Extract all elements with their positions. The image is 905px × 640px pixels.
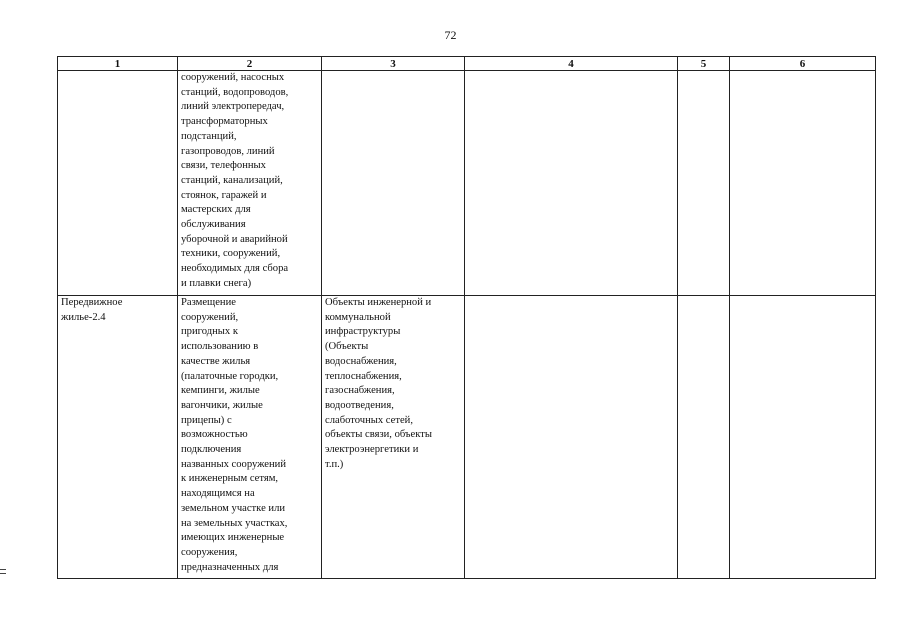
- cell-col5: [678, 296, 730, 579]
- cell-col5: [678, 71, 730, 296]
- margin-mark-icon: [0, 569, 6, 575]
- cell-objects: Объекты инженерной и коммунальной инфраструктуры (Объекты водоснабжения, теплоснабжения, газоснабжения, водоотведения, слаботочных сетей, объекты связи, объекты электроэнергетики и т.п.): [322, 296, 465, 579]
- land-use-table: [57, 56, 876, 579]
- column-header-1: 1: [58, 57, 178, 71]
- column-header-4: 4: [465, 57, 678, 71]
- cell-objects: [322, 71, 465, 296]
- column-header-6: 6: [730, 57, 876, 71]
- table-row: [58, 296, 876, 579]
- cell-col4: [465, 296, 678, 579]
- cell-col6: [730, 71, 876, 296]
- table-header-row: [58, 57, 876, 71]
- cell-use-type: Передвижное жилье-2.4: [58, 296, 178, 579]
- cell-use-type: [58, 71, 178, 296]
- column-header-5: 5: [678, 57, 730, 71]
- cell-col6: [730, 296, 876, 579]
- cell-description: Размещение сооружений, пригодных к использованию в качестве жилья (палаточные городки, кемпинги, жилые вагончики, жилые прицепы) с возможностью подключения названных сооружений к инженерным сетям, находящимся на земельном участке или на земельных участках, имеющих инженерные сооружения, предназначенных для: [178, 296, 322, 579]
- page-number: 72: [444, 28, 457, 42]
- table-row: [58, 71, 876, 296]
- column-header-2: 2: [178, 57, 322, 71]
- column-header-3: 3: [322, 57, 465, 71]
- cell-description: сооружений, насосных станций, водопроводов, линий электропередач, трансформаторных подстанций, газопроводов, линий связи, телефонных станций, канализаций, стоянок, гаражей и мастерских для обслуживания уборочной и аварийной техники, сооружений, необходимых для сбора и плавки снега): [178, 71, 322, 296]
- cell-col4: [465, 71, 678, 296]
